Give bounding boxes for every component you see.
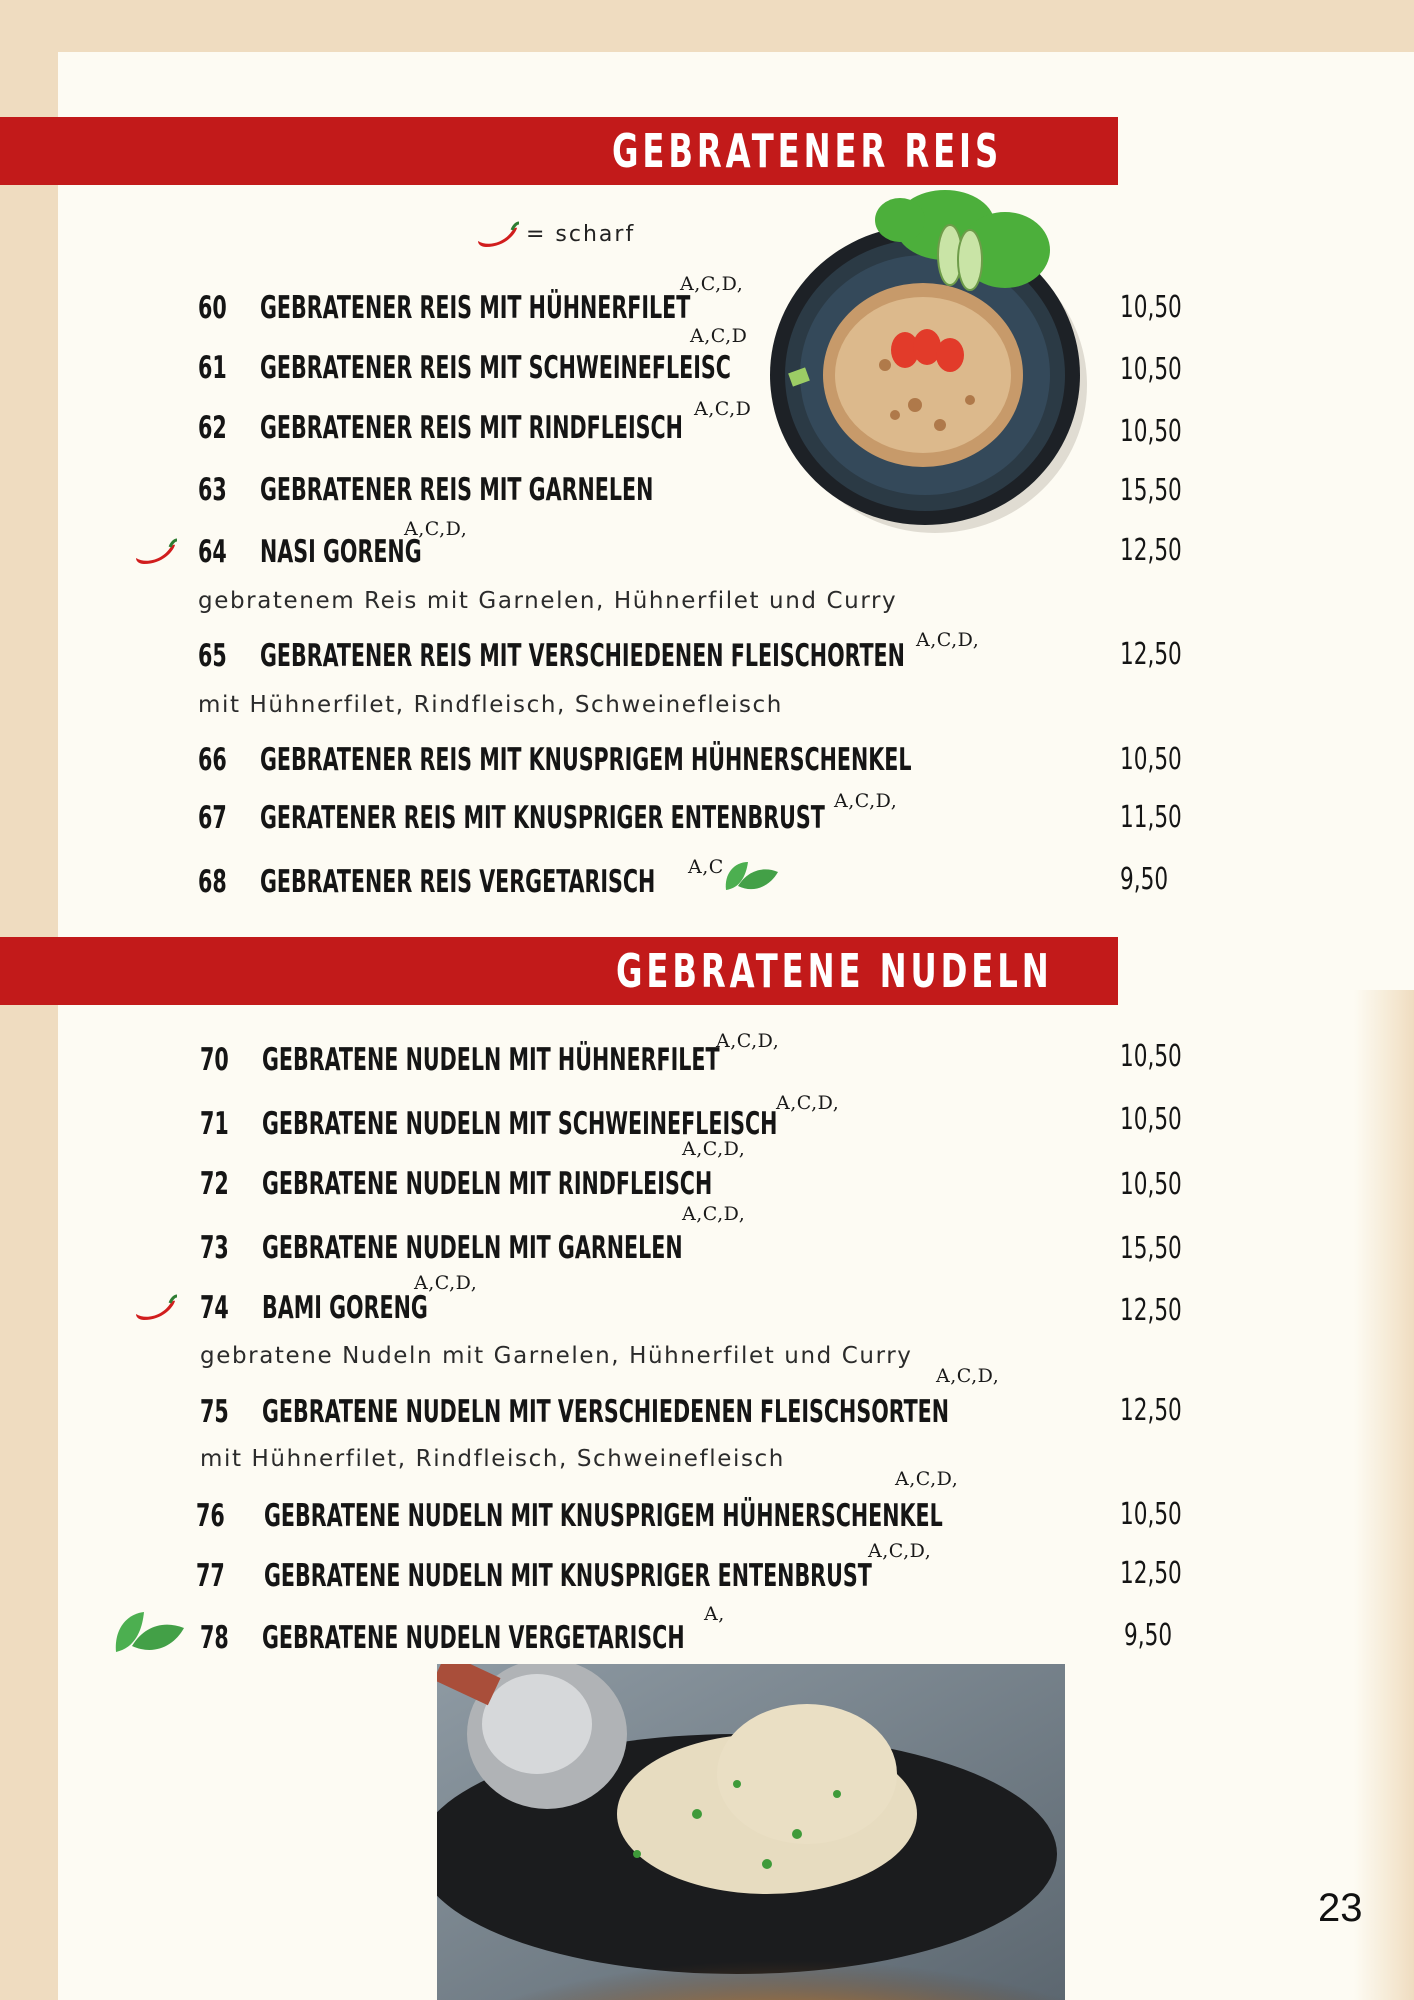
vegetarian-leaf-icon <box>112 1608 186 1656</box>
item-number: 71 <box>200 1106 229 1142</box>
item-price: 9,50 <box>1120 862 1169 897</box>
item-number: 70 <box>200 1042 229 1078</box>
item-name: GEBRATENE NUDELN MIT SCHWEINEFLEISCH <box>262 1106 778 1142</box>
allergen-codes: A,C,D, <box>916 629 980 651</box>
item-price: 10,50 <box>1120 414 1182 449</box>
item-number: 67 <box>198 800 227 836</box>
allergen-codes: A,C,D, <box>834 790 898 812</box>
item-name: GEBRATENE NUDELN VERGETARISCH <box>262 1620 685 1656</box>
item-name: GEBRATENER REIS MIT SCHWEINEFLEISC <box>260 350 731 386</box>
chili-icon <box>132 534 178 568</box>
item-number: 62 <box>198 410 227 446</box>
item-number: 72 <box>200 1166 229 1202</box>
item-price: 10,50 <box>1120 1102 1182 1137</box>
item-name: GEBRATENE NUDELN MIT HÜHNERFILET <box>262 1042 720 1078</box>
section-title: GEBRATENER REIS <box>612 124 1003 178</box>
item-name: GEBRATENE NUDELN MIT KNUSPRIGEM HÜHNERSCHENKEL <box>264 1498 943 1534</box>
wok-cooking-photo <box>437 1664 1065 2000</box>
item-name: BAMI GORENG <box>262 1290 428 1326</box>
vegetarian-leaf-icon <box>720 856 780 896</box>
allergen-codes: A,C <box>688 856 724 878</box>
allergen-codes: A,C,D, <box>682 1138 746 1160</box>
section-band-nudeln <box>0 937 1118 1005</box>
item-price: 12,50 <box>1120 637 1182 672</box>
item-name: GEBRATENE NUDELN MIT KNUSPRIGER ENTENBRUST <box>264 1558 872 1594</box>
legend-text: = scharf <box>526 221 636 247</box>
item-description: mit Hühnerfilet, Rindfleisch, Schweinefleisch <box>198 692 783 718</box>
item-name: GEBRATENER REIS MIT GARNELEN <box>260 472 654 508</box>
item-number: 75 <box>200 1394 229 1430</box>
item-number: 66 <box>198 742 227 778</box>
item-price: 10,50 <box>1120 1167 1182 1202</box>
item-name: GEBRATENE NUDELN MIT VERSCHIEDENEN FLEISCHSORTEN <box>262 1394 950 1430</box>
allergen-codes: A,C,D <box>694 398 752 420</box>
spicy-legend <box>474 214 635 254</box>
item-price: 10,50 <box>1120 1497 1182 1532</box>
item-price: 10,50 <box>1120 1039 1182 1074</box>
section-title: GEBRATENE NUDELN <box>616 944 1053 998</box>
item-name: GEBRATENER REIS MIT HÜHNERFILET <box>260 290 691 326</box>
allergen-codes: A,C,D, <box>404 518 468 540</box>
item-name: GEBRATENE NUDELN MIT RINDFLEISCH <box>262 1166 713 1202</box>
item-number: 63 <box>198 472 227 508</box>
allergen-codes: A,C,D, <box>716 1030 780 1052</box>
item-price: 15,50 <box>1120 1231 1182 1266</box>
allergen-codes: A,C,D, <box>895 1468 959 1490</box>
item-name: GERATENER REIS MIT KNUSPRIGER ENTENBRUST <box>260 800 825 836</box>
allergen-codes: A,C,D, <box>936 1365 1000 1387</box>
item-name: GEBRATENER REIS MIT RINDFLEISCH <box>260 410 683 446</box>
item-number: 64 <box>198 534 227 570</box>
item-number: 76 <box>196 1498 225 1534</box>
item-number: 78 <box>200 1620 229 1656</box>
item-description: gebratenem Reis mit Garnelen, Hühnerfilet und Curry <box>198 588 898 614</box>
chili-icon <box>474 219 520 249</box>
item-number: 65 <box>198 638 227 674</box>
allergen-codes: A,C,D, <box>682 1203 746 1225</box>
allergen-codes: A,C,D, <box>680 273 744 295</box>
allergen-codes: A, <box>704 1603 725 1625</box>
item-name: GEBRATENER REIS VERGETARISCH <box>260 864 656 900</box>
item-price: 9,50 <box>1124 1618 1173 1653</box>
item-price: 12,50 <box>1120 1393 1182 1428</box>
item-price: 12,50 <box>1120 1293 1182 1328</box>
allergen-codes: A,C,D, <box>868 1540 932 1562</box>
allergen-codes: A,C,D <box>690 325 748 347</box>
item-number: 61 <box>198 350 227 386</box>
torn-paper-edge <box>1354 990 1414 2000</box>
allergen-codes: A,C,D, <box>776 1092 840 1114</box>
item-description: mit Hühnerfilet, Rindfleisch, Schweinefleisch <box>200 1446 785 1472</box>
item-price: 10,50 <box>1120 742 1182 777</box>
item-price: 10,50 <box>1120 290 1182 325</box>
item-name: GEBRATENE NUDELN MIT GARNELEN <box>262 1230 683 1266</box>
item-number: 68 <box>198 864 227 900</box>
item-name: GEBRATENER REIS MIT VERSCHIEDENEN FLEISCHORTEN <box>260 638 905 674</box>
item-price: 12,50 <box>1120 533 1182 568</box>
item-price: 11,50 <box>1120 800 1182 835</box>
chili-icon <box>132 1290 178 1324</box>
item-description: gebratene Nudeln mit Garnelen, Hühnerfilet und Curry <box>200 1343 913 1369</box>
item-number: 74 <box>200 1290 229 1326</box>
item-number: 60 <box>198 290 227 326</box>
item-price: 10,50 <box>1120 352 1182 387</box>
page-number: 23 <box>1318 1886 1363 1930</box>
paper-edge <box>1358 52 1414 992</box>
item-price: 12,50 <box>1120 1556 1182 1591</box>
item-number: 77 <box>196 1558 225 1594</box>
item-price: 15,50 <box>1120 473 1182 508</box>
allergen-codes: A,C,D, <box>414 1272 478 1294</box>
fried-rice-plate-image <box>755 175 1100 550</box>
item-name: NASI GORENG <box>260 534 422 570</box>
item-number: 73 <box>200 1230 229 1266</box>
item-name: GEBRATENER REIS MIT KNUSPRIGEM HÜHNERSCHENKEL <box>260 742 912 778</box>
